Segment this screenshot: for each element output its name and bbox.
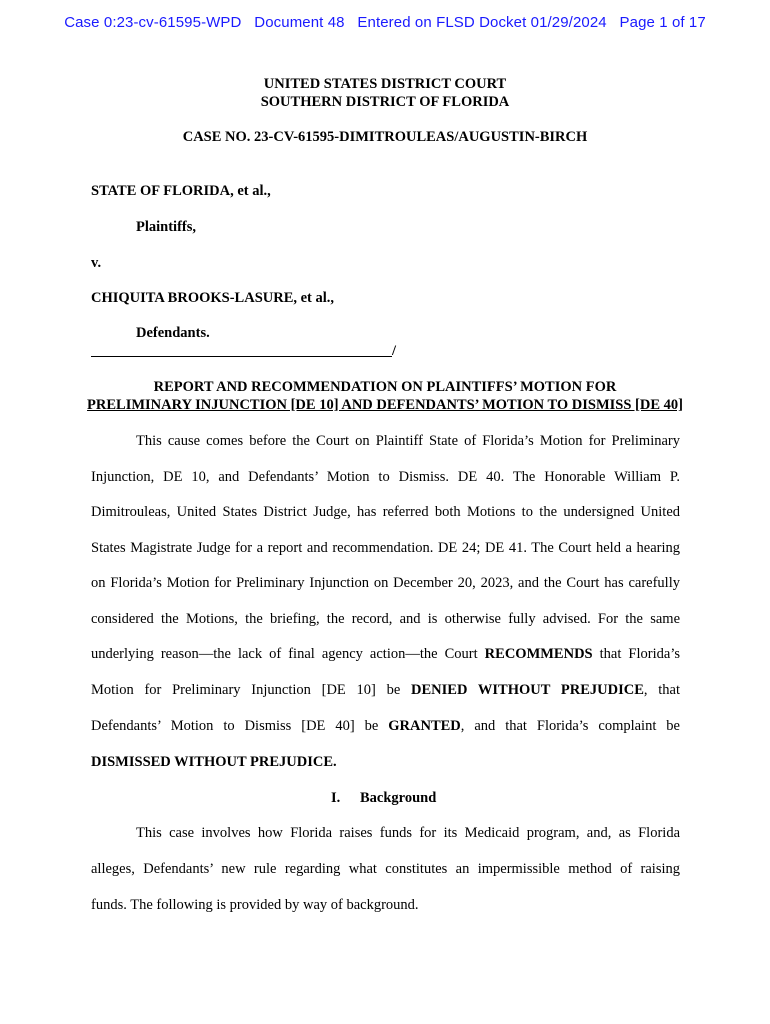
- ecf-document-number: Document 48: [254, 14, 345, 31]
- intro-line-8: [91, 682, 680, 699]
- defendant-name: CHIQUITA BROOKS-LASURE, et al.,: [91, 290, 335, 306]
- intro-line-7-tail: that Florida’s: [592, 646, 680, 662]
- ecf-docket-entry: Entered on FLSD Docket 01/29/2024: [357, 14, 607, 31]
- recommends-emphasis: RECOMMENDS: [484, 646, 593, 662]
- report-title-line2: PRELIMINARY INJUNCTION [DE 10] AND DEFENDANTS’ MOTION TO DISMISS [DE 40]: [87, 397, 683, 413]
- caption-slash: /: [392, 343, 397, 359]
- intro-line-9: [91, 718, 680, 735]
- intro-line-10: DISMISSED WITHOUT PREJUDICE.: [91, 754, 337, 770]
- plaintiff-name: STATE OF FLORIDA, et al.,: [91, 183, 271, 199]
- background-line-1: This case involves how Florida raises funds for its Medicaid program, and, as Florida: [136, 825, 680, 841]
- ecf-page-count: Page 1 of 17: [619, 14, 706, 31]
- section-number: I.: [331, 790, 341, 806]
- intro-line-6: considered the Motions, the briefing, the record, and is otherwise fully advised. For the same: [91, 611, 680, 627]
- report-title-line1: REPORT AND RECOMMENDATION ON PLAINTIFFS’ MOTION FOR: [153, 379, 617, 395]
- case-number: CASE NO. 23-CV-61595-DIMITROULEAS/AUGUSTIN-BIRCH: [182, 129, 588, 145]
- intro-line-1: This cause comes before the Court on Plaintiff State of Florida’s Motion for Preliminary: [136, 433, 680, 449]
- court-district: SOUTHERN DISTRICT OF FLORIDA: [260, 94, 510, 110]
- versus: v.: [91, 255, 102, 271]
- intro-line-8-tail: , that: [643, 682, 680, 698]
- court-name: UNITED STATES DISTRICT COURT: [263, 76, 507, 92]
- intro-line-7: [91, 646, 680, 663]
- caption-rule: [91, 356, 392, 357]
- intro-line-5: on Florida’s Motion for Preliminary Injunction on December 20, 2023, and the Court has carefully: [91, 575, 680, 591]
- intro-line-4: States Magistrate Judge for a report and recommendation. DE 24; DE 41. The Court held a hearing: [91, 540, 680, 556]
- intro-line-9-text: Defendants’ Motion to Dismiss [DE 40] be: [91, 718, 389, 734]
- background-line-2: alleges, Defendants’ new rule regarding what constitutes an impermissible method of raising: [91, 861, 680, 877]
- defendant-role: Defendants.: [136, 325, 210, 341]
- intro-line-9-tail: , and that Florida’s complaint be: [460, 718, 680, 734]
- background-line-3: funds. The following is provided by way of background.: [91, 897, 419, 913]
- intro-line-7-text: underlying reason—the lack of final agency action—the Court: [91, 646, 485, 662]
- intro-line-3: Dimitrouleas, United States District Judge, has referred both Motions to the undersigned United: [91, 504, 680, 520]
- intro-line-2: Injunction, DE 10, and Defendants’ Motion to Dismiss. DE 40. The Honorable William P.: [91, 469, 680, 485]
- ecf-header-stamp: [0, 14, 770, 31]
- ecf-case-number: Case 0:23-cv-61595-WPD: [64, 14, 242, 31]
- denied-emphasis: DENIED WITHOUT PREJUDICE: [411, 682, 644, 698]
- intro-line-8-text: Motion for Preliminary Injunction [DE 10] be: [91, 682, 412, 698]
- granted-emphasis: GRANTED: [388, 718, 461, 734]
- section-heading: Background: [360, 790, 437, 806]
- plaintiff-role: Plaintiffs,: [136, 219, 197, 235]
